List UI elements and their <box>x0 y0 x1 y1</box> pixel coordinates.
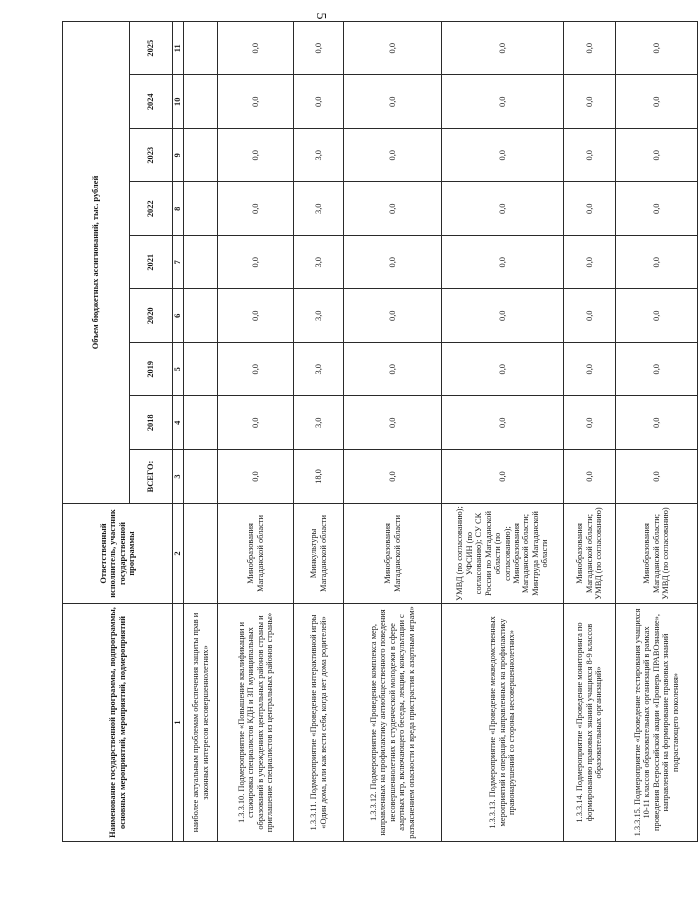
row-year-value: 0,0 <box>616 289 698 343</box>
column-index: 2 <box>173 504 184 604</box>
row-year-value: 0,0 <box>344 75 442 129</box>
row-year-value: 0,0 <box>442 21 564 75</box>
row-year-value: 0,0 <box>564 129 616 183</box>
column-index: 11 <box>173 21 184 75</box>
row-year-value <box>184 236 218 290</box>
table-row <box>294 21 344 841</box>
row-year-value: 0,0 <box>294 21 344 75</box>
row-year-value: 0,0 <box>344 129 442 183</box>
header-year: 2020 <box>130 289 173 343</box>
header-year: 2022 <box>130 182 173 236</box>
row-program-name: 1.3.3.11. Подмероприятие «Проведение интерактивной игры «Один дома, или как вести себя, когда нет дома родителей» <box>294 604 344 842</box>
table-row <box>442 21 564 841</box>
header-budget: Объем бюджетных ассигнований, тыс. рублей <box>63 21 130 503</box>
row-year-value: 0,0 <box>218 396 294 450</box>
row-year-value: 0,0 <box>218 75 294 129</box>
row-year-value <box>184 343 218 397</box>
row-year-value <box>184 75 218 129</box>
rotated-table-container <box>62 22 680 842</box>
row-year-value: 0,0 <box>442 236 564 290</box>
row-year-value: 0,0 <box>442 343 564 397</box>
row-total-value: 18,0 <box>294 450 344 504</box>
row-year-value: 3,0 <box>294 236 344 290</box>
row-year-value: 3,0 <box>294 289 344 343</box>
budget-table <box>62 21 698 842</box>
table-row <box>218 21 294 841</box>
row-responsible: Минкультуры Магаданской области <box>294 504 344 604</box>
row-year-value: 0,0 <box>442 129 564 183</box>
row-year-value: 3,0 <box>294 396 344 450</box>
column-index: 3 <box>173 450 184 504</box>
column-index: 10 <box>173 75 184 129</box>
row-year-value: 0,0 <box>218 236 294 290</box>
header-year: 2021 <box>130 236 173 290</box>
row-program-name: 1.3.3.10. Подмероприятие «Повышение квалификации и стажировка специалистов КДН и ЗП муниципальных образований в учреждениях центральных районов страны и приглашение специалистов из центральных районов страны» <box>218 604 294 842</box>
row-year-value: 0,0 <box>218 343 294 397</box>
row-year-value: 0,0 <box>344 236 442 290</box>
row-responsible: Минобразования Магаданской области <box>344 504 442 604</box>
row-year-value: 0,0 <box>218 21 294 75</box>
row-year-value: 0,0 <box>616 396 698 450</box>
row-program-name: 1.3.3.13. Подмероприятие «Проведение межведомственных мероприятий и операций, направленных на профилактику правонарушений со стороны несовершеннолетних» <box>442 604 564 842</box>
column-index-row <box>173 21 184 841</box>
row-responsible: Минобразования Магаданской области; УМВД (по согласованию) <box>564 504 616 604</box>
row-year-value: 3,0 <box>294 343 344 397</box>
row-responsible <box>184 504 218 604</box>
row-year-value: 0,0 <box>218 129 294 183</box>
column-index: 6 <box>173 289 184 343</box>
row-program-name: 1.3.3.15. Подмероприятие «Проведение тестирования учащихся 10-11 классов образовательных организаций в рамках проведения Всероссийской акции «Проверь ПРАВОзнание», направленной на формирование правовых знаний подрастающего поколения» <box>616 604 698 842</box>
header-year: 2023 <box>130 129 173 183</box>
row-year-value: 0,0 <box>564 396 616 450</box>
header-program-name: Наименование государственной программы, подпрограммы, основных мероприятий, мероприятий, подмероприятий <box>63 604 173 842</box>
table-row <box>616 21 698 841</box>
table-row <box>344 21 442 841</box>
row-year-value: 0,0 <box>616 182 698 236</box>
row-year-value: 0,0 <box>344 21 442 75</box>
row-year-value: 0,0 <box>442 75 564 129</box>
row-total-value: 0,0 <box>442 450 564 504</box>
row-year-value <box>184 289 218 343</box>
header-year: 2025 <box>130 21 173 75</box>
row-year-value: 0,0 <box>564 343 616 397</box>
column-index: 5 <box>173 343 184 397</box>
row-year-value <box>184 21 218 75</box>
row-program-name: наиболее актуальным проблемам обеспечения защиты прав и законных интересов несовершеннолетних» <box>184 604 218 842</box>
header-year: 2018 <box>130 396 173 450</box>
row-year-value: 0,0 <box>344 182 442 236</box>
column-index: 9 <box>173 129 184 183</box>
header-year: 2024 <box>130 75 173 129</box>
row-responsible: Минобразования Магаданской области <box>218 504 294 604</box>
row-responsible: УМВД (по согласованию); УФСИН (по согласованию); СУ СК России по Магаданской области (по согласованию); Минобразования Магаданской области; Минтруда Магаданской области <box>442 504 564 604</box>
row-year-value: 0,0 <box>564 182 616 236</box>
row-year-value <box>184 129 218 183</box>
row-program-name: 1.3.3.14. Подмероприятие «Проведение мониторинга по формированию правовых знаний учащихся 8-9 классов образовательных организаций» <box>564 604 616 842</box>
row-total-value: 0,0 <box>218 450 294 504</box>
column-index: 7 <box>173 236 184 290</box>
column-index: 4 <box>173 396 184 450</box>
header-total: ВСЕГО: <box>130 450 173 504</box>
row-year-value: 0,0 <box>564 21 616 75</box>
row-responsible: Минобразования Магаданской области; УМВД (по согласованию) <box>616 504 698 604</box>
row-year-value <box>184 396 218 450</box>
row-year-value: 3,0 <box>294 182 344 236</box>
row-year-value: 0,0 <box>564 75 616 129</box>
row-year-value: 0,0 <box>616 75 698 129</box>
header-year: 2019 <box>130 343 173 397</box>
row-year-value: 0,0 <box>442 396 564 450</box>
row-year-value: 0,0 <box>564 236 616 290</box>
row-total-value: 0,0 <box>616 450 698 504</box>
page-number: 5 <box>313 12 328 20</box>
row-year-value: 0,0 <box>564 289 616 343</box>
row-year-value: 0,0 <box>344 343 442 397</box>
row-year-value: 0,0 <box>616 343 698 397</box>
row-year-value: 0,0 <box>442 289 564 343</box>
table-row <box>184 21 218 841</box>
row-year-value: 0,0 <box>218 289 294 343</box>
row-program-name: 1.3.3.12. Подмероприятие «Проведение комплекса мер, направленных на профилактику антиобщественного поведения несовершеннолетних в студенческой молодежи в сфере азартных игр, включающего беседы, лекции, консультации с разъяснением опасности и вреда пристрастия к азартным играм» <box>344 604 442 842</box>
column-index: 1 <box>173 604 184 842</box>
row-year-value: 0,0 <box>616 236 698 290</box>
column-index: 8 <box>173 182 184 236</box>
row-year-value: 0,0 <box>294 75 344 129</box>
row-year-value <box>184 182 218 236</box>
row-year-value: 0,0 <box>442 182 564 236</box>
row-total-value: 0,0 <box>564 450 616 504</box>
row-year-value: 3,0 <box>294 129 344 183</box>
row-year-value: 0,0 <box>344 289 442 343</box>
row-year-value: 0,0 <box>218 182 294 236</box>
row-total-value: 0,0 <box>344 450 442 504</box>
row-year-value: 0,0 <box>616 21 698 75</box>
row-total-value <box>184 450 218 504</box>
table-row <box>564 21 616 841</box>
header-responsible: Ответственный исполнитель, участник государственной программы <box>63 504 173 604</box>
row-year-value: 0,0 <box>616 129 698 183</box>
row-year-value: 0,0 <box>344 396 442 450</box>
